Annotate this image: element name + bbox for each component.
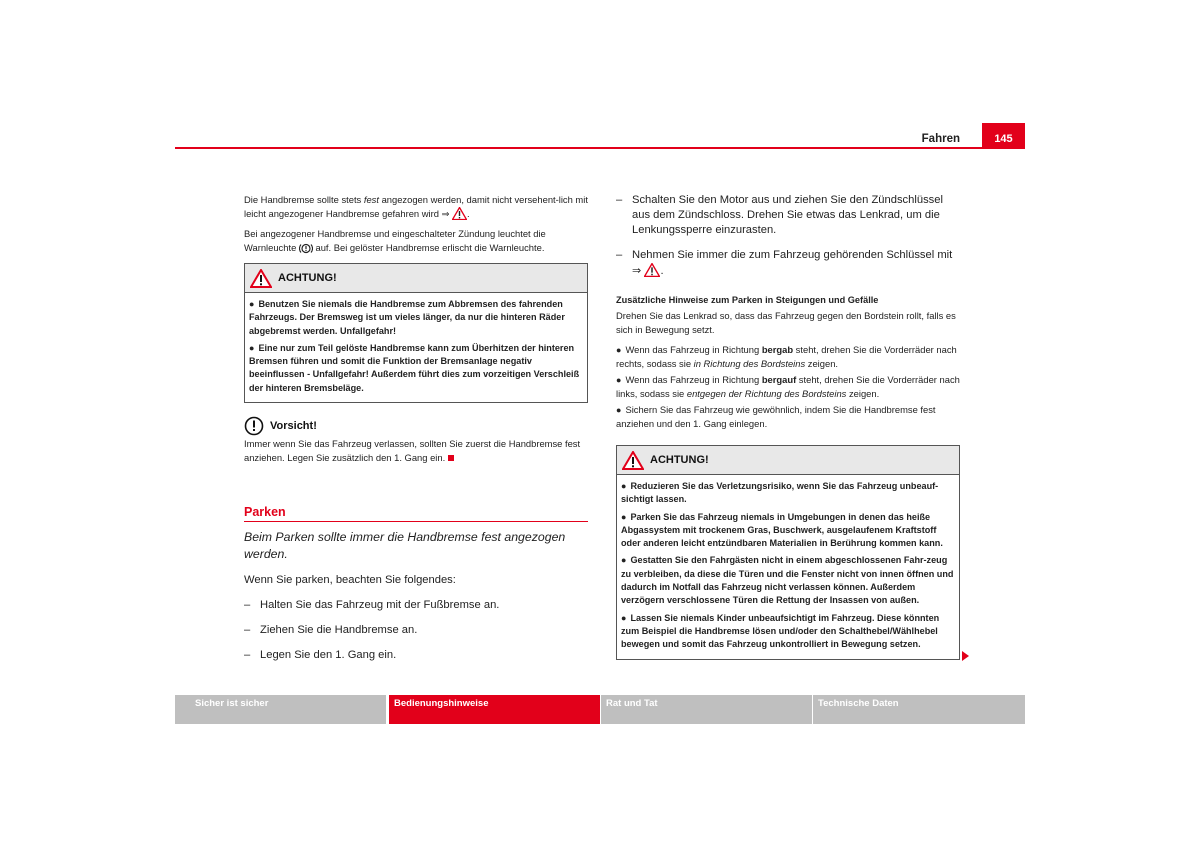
bullet-icon: ●	[616, 345, 622, 355]
bullet-downhill	[616, 343, 960, 371]
dash: –	[616, 249, 623, 261]
warning-item	[621, 554, 955, 607]
warning-box-header	[617, 446, 959, 475]
warning-box-body	[245, 293, 587, 402]
dash: –	[244, 599, 251, 612]
bold-text: bergab	[761, 344, 794, 355]
text: Bei angezogener Handbremse und eingeschalteter Zündung leuchtet die Warnleuchte	[244, 228, 546, 253]
bullet-secure	[616, 403, 960, 431]
text: auf. Bei gelöster Handbremse erlischt die Warnleuchte.	[312, 242, 545, 253]
lead-text: Wenn Sie parken, beachten Sie folgendes:	[244, 574, 456, 587]
footer-tab-sicher[interactable]: Sicher ist sicher	[175, 695, 386, 724]
dash: –	[616, 194, 623, 206]
warning-box	[616, 445, 960, 660]
emphasis: entgegen der Richtung des Bordsteins	[686, 388, 847, 399]
warning-triangle-icon	[644, 263, 660, 277]
text: Nehmen Sie immer die zum Fahrzeug gehörenden Schlüssel mit ⇒	[632, 249, 953, 277]
caution-title: Vorsicht!	[270, 420, 317, 433]
text: angezogen werden, damit nicht versehent-lich mit leicht angezogener Handbremse gefahren wird ⇒	[244, 194, 588, 219]
step-text: Halten Sie das Fahrzeug mit der Fußbremse an.	[260, 599, 500, 612]
bullet-icon: ●	[249, 299, 255, 309]
step-item	[616, 193, 960, 238]
warning-box-body	[617, 475, 959, 659]
step-item	[244, 623, 588, 638]
text: Sichern Sie das Fahrzeug wie gewöhnlich, indem Sie die Handbremse fest anziehen und den 1. Gang einlegen.	[616, 404, 936, 429]
dash: –	[244, 624, 251, 637]
warning-box-title: ACHTUNG!	[650, 454, 709, 466]
text: Immer wenn Sie das Fahrzeug verlassen, sollten Sie zuerst die Handbremse fest anziehen. Legen Sie zusätzlich den 1. Gang ein.	[244, 438, 581, 464]
step-text: Ziehen Sie die Handbremse an.	[260, 624, 418, 637]
step-item	[244, 598, 588, 613]
emphasis: in Richtung des Bordsteins	[693, 358, 806, 369]
spacer	[244, 471, 588, 505]
page-number: 145	[982, 123, 1025, 149]
warning-item	[621, 480, 955, 507]
bold-text: bergauf	[761, 374, 797, 385]
bullet-icon: ●	[616, 405, 622, 415]
caution-circle-icon	[244, 416, 264, 436]
warning-triangle-icon	[250, 269, 272, 288]
footer-tab-bedienung[interactable]: Bedienungshinweise	[389, 695, 600, 724]
text: Wenn das Fahrzeug in Richtung	[625, 374, 762, 385]
right-column	[616, 193, 960, 660]
step-text: Schalten Sie den Motor aus und ziehen Sie den Zündschlüssel aus dem Zündschloss. Drehen Sie etwas das Lenkrad, um die Lenkungssperre einzurasten.	[632, 194, 943, 236]
bullet-icon: ●	[249, 342, 255, 353]
section-intro: Beim Parken sollte immer die Handbremse fest angezogen werden.	[244, 530, 566, 562]
warning-box	[244, 263, 588, 403]
footer-tab-rat[interactable]: Rat und Tat	[601, 695, 812, 724]
warning-item-text: Benutzen Sie niemals die Handbremse zum Abbremsen des fahrenden Fahrzeugs. Der Bremsweg ist um vieles länger, da nur die hinteren Räder abgebremst werden. Unfallgefahr!	[249, 299, 565, 336]
text: .	[660, 265, 664, 277]
warning-item	[249, 342, 583, 395]
bullet-icon: ●	[621, 511, 627, 522]
warning-item	[621, 511, 955, 551]
text: .	[466, 208, 470, 219]
handbrake-paragraph	[244, 193, 588, 221]
section-title: Parken	[244, 505, 588, 522]
bullet-uphill	[616, 373, 960, 401]
caution-text	[244, 437, 588, 465]
subsection-text: Drehen Sie das Lenkrad so, dass das Fahrzeug gegen den Bordstein rollt, falls es sich in Bewegung setzt.	[616, 310, 956, 335]
dash: –	[244, 649, 251, 662]
step-item	[244, 648, 588, 663]
warning-item-text: Eine nur zum Teil gelöste Handbremse kann zum Überhitzen der hinteren Bremsen führen und somit die Funktion der Bremsanlage negativ beeinflussen - Unfallgefahr! Außerdem führt dies zum vorzeitigen Verschleiß der hinteren Bremsbeläge.	[249, 342, 580, 393]
warning-item-text: Parken Sie das Fahrzeug niemals in Umgebungen in denen das heiße Abgassystem mit trockenem Gras, Buschwerk, ausgelaufenem Kraftstoff oder anderen leicht entzündbaren Materialien in Berührung kommen kann.	[621, 511, 943, 549]
bullet-icon: ●	[621, 555, 627, 566]
step-item	[616, 248, 960, 279]
continue-arrow-icon	[962, 651, 969, 661]
caution-header	[244, 415, 588, 437]
warning-box-header	[245, 264, 587, 293]
left-column	[244, 193, 588, 663]
chapter-title: Fahren	[921, 133, 960, 145]
header-rule	[175, 147, 1025, 149]
footer-tab-technik[interactable]: Technische Daten	[813, 695, 1025, 724]
warning-item-text: Reduzieren Sie das Verletzungsrisiko, wenn Sie das Fahrzeug unbeauf-sichtigt lassen.	[621, 481, 939, 505]
warning-box-title: ACHTUNG!	[278, 272, 337, 284]
emphasis: fest	[363, 194, 379, 205]
warning-triangle-icon	[622, 451, 644, 470]
step-text: Legen Sie den 1. Gang ein.	[260, 649, 397, 662]
text: zeigen.	[846, 388, 880, 399]
warning-item-text: Lassen Sie niemals Kinder unbeaufsichtigt im Fahrzeug. Diese könnten zum Beispiel die Handbremse lösen und/oder den Schalthebel/Wählhebel bewegen und somit das Fahrzeug unkontrolliert in Bewegung setzen.	[621, 612, 940, 650]
bullet-icon: ●	[621, 481, 627, 491]
text: steht, drehen Sie die Vorderräder nach links, sodass sie	[616, 374, 960, 399]
brake-warning-lamp-icon	[299, 243, 313, 254]
warning-lamp-paragraph	[244, 227, 588, 255]
bullet-icon: ●	[621, 612, 627, 623]
step-text	[632, 248, 960, 279]
subsection-title: Zusätzliche Hinweise zum Parken in Steigungen und Gefälle	[616, 295, 879, 305]
warning-triangle-icon	[452, 207, 467, 220]
warning-item	[249, 298, 583, 338]
warning-item	[621, 612, 955, 652]
text: zeigen.	[805, 358, 839, 369]
bullet-icon: ●	[616, 375, 622, 385]
warning-item-text: Gestatten Sie den Fahrgästen nicht in einem abgeschlossenen Fahr-zeug zu verbleiben, da diese die Türen und die Fenster nicht von innen öffnen und dadurch im Notfall das Fahrzeug nicht verlassen können. Außerdem verzögern verschlossene Türen die Rettung der Insassen von außen.	[621, 555, 954, 606]
end-square-icon	[448, 455, 454, 461]
text: Wenn das Fahrzeug in Richtung	[625, 344, 762, 355]
text: Die Handbremse sollte stets	[244, 194, 364, 205]
text: steht, drehen Sie die Vorderräder nach rechts, sodass sie	[616, 344, 957, 369]
